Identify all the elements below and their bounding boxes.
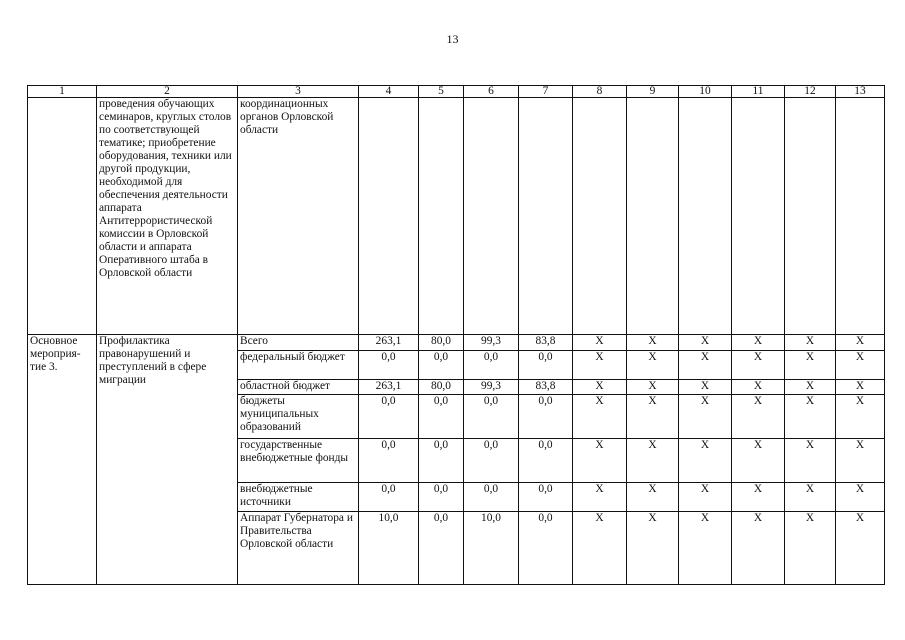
continuation-description-cell: проведения обучающих семинаров, круглых столов по соответствующей тематике; приобретение оборудования, техники или другой продукции, необходимой для обеспечения деятельности аппарата Антитеррористической комиссии в Орловской области и аппарата Оперативного штаба в Орловской области [97,98,238,335]
column-number: 11 [732,86,785,98]
amount-cell: 83,8 [519,335,573,351]
amount-cell: 0,0 [419,439,464,483]
amount-cell: 0,0 [464,351,519,380]
amount-cell: 83,8 [519,380,573,395]
x-mark-cell: Х [573,512,627,585]
empty-cell [732,98,785,335]
empty-cell [419,98,464,335]
funding-source-cell: Всего [238,335,359,351]
x-mark-cell: Х [785,395,836,439]
amount-cell: 0,0 [419,483,464,512]
amount-cell: 0,0 [359,483,419,512]
column-number: 9 [627,86,679,98]
x-mark-cell: Х [627,512,679,585]
column-number: 12 [785,86,836,98]
funding-row [28,335,885,351]
x-mark-cell: Х [732,512,785,585]
continuation-measure-cell [28,98,97,335]
x-mark-cell: Х [573,483,627,512]
amount-cell: 0,0 [519,395,573,439]
empty-cell [679,98,732,335]
x-mark-cell: Х [573,380,627,395]
amount-cell: 0,0 [519,351,573,380]
funding-source-cell: Аппарат Губернатора и Правительства Орловской области [238,512,359,585]
continuation-row [28,98,885,335]
x-mark-cell: Х [785,335,836,351]
x-mark-cell: Х [836,395,885,439]
x-mark-cell: Х [627,439,679,483]
x-mark-cell: Х [836,380,885,395]
amount-cell: 0,0 [359,439,419,483]
column-number: 1 [28,86,97,98]
measure-title-cell: Профилактика правонарушений и преступлений в сфере миграции [97,335,238,585]
amount-cell: 0,0 [464,395,519,439]
funding-source-cell: внебюджетные источники [238,483,359,512]
amount-cell: 99,3 [464,335,519,351]
empty-cell [627,98,679,335]
x-mark-cell: Х [785,380,836,395]
x-mark-cell: Х [679,483,732,512]
x-mark-cell: Х [785,351,836,380]
x-mark-cell: Х [732,335,785,351]
funding-source-cell: федеральный бюджет [238,351,359,380]
x-mark-cell: Х [679,351,732,380]
amount-cell: 0,0 [464,483,519,512]
x-mark-cell: Х [679,395,732,439]
amount-cell: 0,0 [419,395,464,439]
column-number: 13 [836,86,885,98]
x-mark-cell: Х [627,351,679,380]
x-mark-cell: Х [627,380,679,395]
x-mark-cell: Х [679,335,732,351]
x-mark-cell: Х [573,335,627,351]
x-mark-cell: Х [785,483,836,512]
amount-cell: 0,0 [464,439,519,483]
measure-number-cell: Основное мероприя-тие 3. [28,335,97,585]
column-number: 5 [419,86,464,98]
x-mark-cell: Х [573,439,627,483]
x-mark-cell: Х [627,395,679,439]
empty-cell [519,98,573,335]
x-mark-cell: Х [627,483,679,512]
column-number: 8 [573,86,627,98]
column-number: 3 [238,86,359,98]
x-mark-cell: Х [836,335,885,351]
amount-cell: 0,0 [519,439,573,483]
empty-cell [359,98,419,335]
amount-cell: 0,0 [359,395,419,439]
amount-cell: 0,0 [359,351,419,380]
x-mark-cell: Х [573,395,627,439]
page-number: 13 [446,32,459,46]
x-mark-cell: Х [573,351,627,380]
x-mark-cell: Х [836,483,885,512]
x-mark-cell: Х [679,380,732,395]
amount-cell: 10,0 [359,512,419,585]
x-mark-cell: Х [732,395,785,439]
empty-cell [464,98,519,335]
x-mark-cell: Х [732,483,785,512]
x-mark-cell: Х [679,512,732,585]
column-number-row [28,86,885,98]
column-number: 10 [679,86,732,98]
amount-cell: 263,1 [359,380,419,395]
amount-cell: 80,0 [419,380,464,395]
x-mark-cell: Х [732,439,785,483]
x-mark-cell: Х [732,380,785,395]
amount-cell: 0,0 [519,512,573,585]
empty-cell [836,98,885,335]
x-mark-cell: Х [627,335,679,351]
amount-cell: 0,0 [419,351,464,380]
x-mark-cell: Х [679,439,732,483]
funding-source-cell: бюджеты муниципальных образований [238,395,359,439]
budget-table [27,85,885,585]
funding-source-cell: государственные внебюджетные фонды [238,439,359,483]
x-mark-cell: Х [836,439,885,483]
amount-cell: 80,0 [419,335,464,351]
x-mark-cell: Х [785,512,836,585]
funding-source-cell: областной бюджет [238,380,359,395]
x-mark-cell: Х [732,351,785,380]
amount-cell: 0,0 [519,483,573,512]
amount-cell: 0,0 [419,512,464,585]
x-mark-cell: Х [836,351,885,380]
column-number: 4 [359,86,419,98]
x-mark-cell: Х [785,439,836,483]
amount-cell: 10,0 [464,512,519,585]
column-number: 6 [464,86,519,98]
column-number: 7 [519,86,573,98]
empty-cell [573,98,627,335]
column-number: 2 [97,86,238,98]
empty-cell [785,98,836,335]
continuation-executor-cell: координационных органов Орловской области [238,98,359,335]
x-mark-cell: Х [836,512,885,585]
amount-cell: 99,3 [464,380,519,395]
amount-cell: 263,1 [359,335,419,351]
